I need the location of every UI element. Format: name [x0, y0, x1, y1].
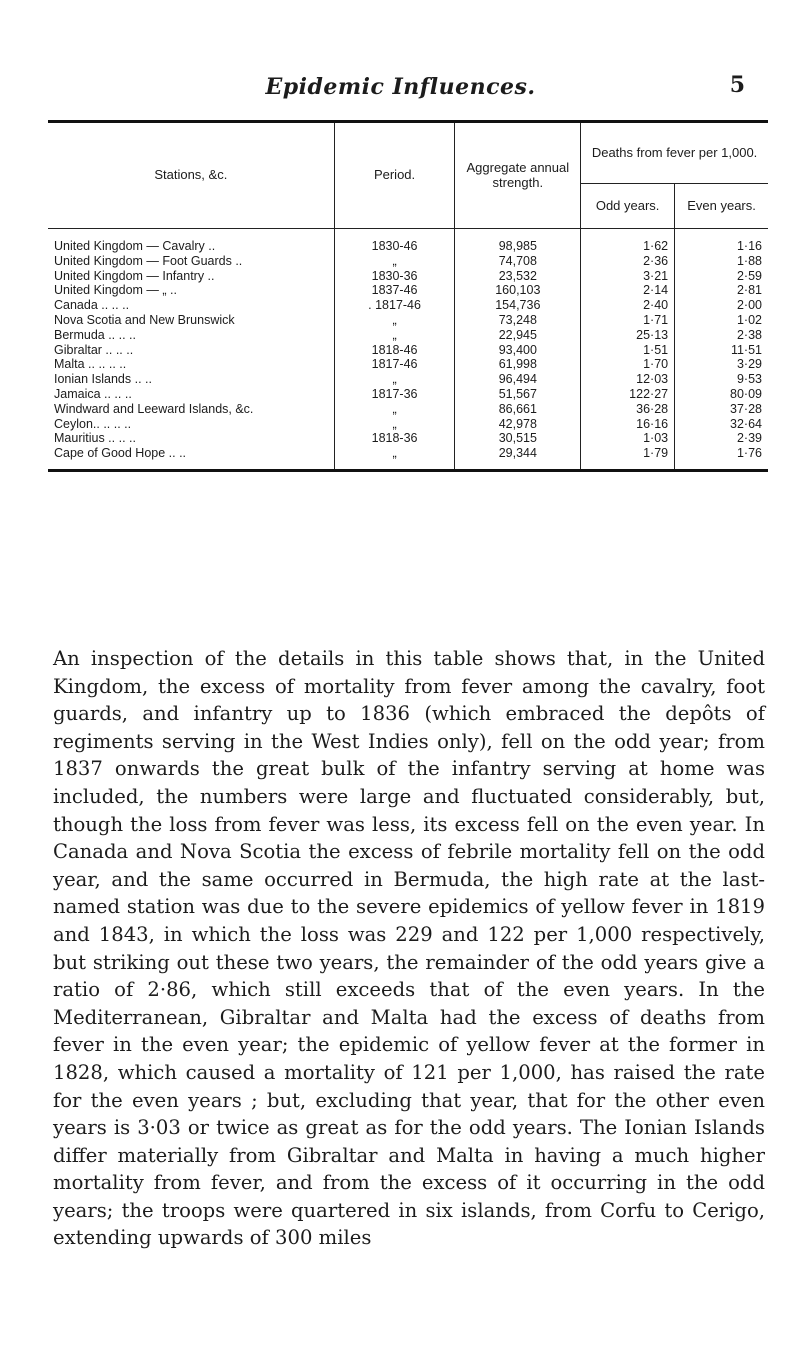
- cell-period: „: [334, 417, 455, 432]
- table-body: [48, 229, 768, 471]
- cell-odd: 1·51: [581, 343, 675, 358]
- table-row: [48, 357, 768, 372]
- cell-station: United Kingdom — Infantry ..: [54, 268, 215, 283]
- cell-odd: 1·03: [581, 431, 675, 446]
- cell-strength: 73,248: [455, 313, 581, 328]
- cell-station: Ceylon.. .. .. ..: [54, 416, 132, 431]
- cell-station: Nova Scotia and New Brunswick: [54, 312, 235, 327]
- cell-strength: 29,344: [455, 446, 581, 470]
- cell-station: Cape of Good Hope .. ..: [48, 446, 334, 470]
- cell-station: Mauritius .. .. ..: [54, 431, 136, 446]
- cell-odd: 16·16: [581, 417, 675, 432]
- cell-strength: 93,400: [455, 343, 581, 358]
- cell-period: „: [334, 372, 455, 387]
- cell-strength: 86,661: [455, 402, 581, 417]
- cell-odd: 1·71: [581, 313, 675, 328]
- cell-strength: 30,515: [455, 431, 581, 446]
- cell-period: 1817-46: [334, 357, 455, 372]
- col-header-period: Period.: [334, 122, 455, 229]
- table-row: [48, 372, 768, 387]
- cell-period: „: [334, 254, 455, 269]
- cell-station: United Kingdom — Cavalry ..: [54, 239, 216, 253]
- cell-strength: 22,945: [455, 328, 581, 343]
- cell-odd: 1·79: [581, 446, 675, 470]
- cell-station: Malta .. .. .. ..: [54, 357, 127, 372]
- body-paragraph: An inspection of the details in this table shows that, in the United Kingdom, the excess of mortality from fever among the cavalry, foot guards, and infantry up to 1836 (which embraced the depôts of regiments serving in the West Indies only), fell on the odd year; from 1837 onwards the great bulk of the infantry serving at home was included, the numbers were large and fluctuated considerably, but, though the loss from fever was less, its excess fell on the even year. In Canada and Nova Scotia the excess of febrile mortality fell on the odd year, and the same occurred in Bermuda, the high rate at the last-named station was due to the severe epidemics of yellow fever in 1819 and 1843, in which the loss was 229 and 122 per 1,000 respectively, but striking out these two years, the remainder of the odd years give a ratio of 2·86, which still exceeds that of the even years. In the Mediterranean, Gibraltar and Malta had the excess of deaths from fever in the even year; the epidemic of yellow fever at the former in 1828, which caused a mortality of 121 per 1,000, has raised the rate for the even years ; but, excluding that year, that for the other even years is 3·03 or twice as great as for the odd years. The Ionian Islands differ materially from Gibraltar and Malta in having a much higher mortality from fever, and from the excess of it occurring in the odd years; the troops were quartered in six islands, from Corfu to Cerigo, extending upwards of 300 miles: [53, 647, 765, 1250]
- cell-odd: 36·28: [581, 402, 675, 417]
- cell-station: Ionian Islands .. ..: [54, 372, 152, 387]
- cell-even: 2·00: [675, 298, 768, 313]
- cell-odd: 2·36: [581, 254, 675, 269]
- fever-deaths-table: [48, 120, 768, 472]
- cell-station: Windward and Leeward Islands, &c.: [54, 401, 254, 416]
- cell-even: 37·28: [675, 402, 768, 417]
- cell-strength: 42,978: [455, 417, 581, 432]
- cell-even: 9·53: [675, 372, 768, 387]
- table-row: [48, 283, 768, 298]
- cell-period: 1837-46: [334, 283, 455, 298]
- cell-odd: 1·62: [581, 229, 675, 254]
- cell-even: 80·09: [675, 387, 768, 402]
- cell-period: 1830-46: [334, 229, 455, 254]
- cell-even: 1·02: [675, 313, 768, 328]
- table-row: [48, 402, 768, 417]
- cell-odd: 3·21: [581, 269, 675, 284]
- col-header-odd-years: Odd years.: [581, 184, 675, 229]
- cell-strength: 98,985: [455, 229, 581, 254]
- table-row: [48, 343, 768, 358]
- cell-strength: 51,567: [455, 387, 581, 402]
- table-row: [48, 431, 768, 446]
- table-row: [48, 387, 768, 402]
- table-row: [48, 298, 768, 313]
- col-header-deaths-group: Deaths from fever per 1,000.: [581, 122, 768, 184]
- col-header-even-years: Even years.: [675, 184, 768, 229]
- table-row: [48, 269, 768, 284]
- running-head-title: Epidemic Influences.: [265, 74, 536, 100]
- cell-strength: 74,708: [455, 254, 581, 269]
- table-row: [48, 417, 768, 432]
- cell-strength: 154,736: [455, 298, 581, 313]
- cell-odd: 2·14: [581, 283, 675, 298]
- col-header-station: Stations, &c.: [48, 122, 334, 229]
- col-header-strength: Aggregate annual strength.: [455, 122, 581, 229]
- cell-station: United Kingdom — „ ..: [54, 283, 177, 298]
- cell-station: Canada .. .. ..: [54, 298, 130, 313]
- cell-even: 32·64: [675, 417, 768, 432]
- cell-even: 2·81: [675, 283, 768, 298]
- cell-period: . 1817-46: [334, 298, 455, 313]
- cell-period: „: [334, 446, 455, 470]
- cell-station: Gibraltar .. .. ..: [54, 342, 134, 357]
- cell-odd: 12·03: [581, 372, 675, 387]
- table-row: [48, 229, 768, 254]
- cell-even: 2·39: [675, 431, 768, 446]
- table-row: [48, 254, 768, 269]
- cell-strength: 160,103: [455, 283, 581, 298]
- cell-odd: 122·27: [581, 387, 675, 402]
- cell-even: 2·59: [675, 269, 768, 284]
- cell-even: 2·38: [675, 328, 768, 343]
- cell-period: „: [334, 328, 455, 343]
- cell-even: 1·16: [675, 229, 768, 254]
- cell-odd: 25·13: [581, 328, 675, 343]
- cell-strength: 96,494: [455, 372, 581, 387]
- table-row: [48, 313, 768, 328]
- cell-even: 1·76: [675, 446, 768, 470]
- cell-period: 1830-36: [334, 269, 455, 284]
- cell-odd: 1·70: [581, 357, 675, 372]
- cell-period: 1818-46: [334, 343, 455, 358]
- cell-station: Jamaica .. .. ..: [54, 386, 132, 401]
- cell-station: United Kingdom — Foot Guards ..: [54, 253, 243, 268]
- page-number: 5: [729, 72, 745, 98]
- cell-strength: 61,998: [455, 357, 581, 372]
- table-row: [48, 328, 768, 343]
- cell-period: 1817-36: [334, 387, 455, 402]
- cell-period: „: [334, 313, 455, 328]
- cell-strength: 23,532: [455, 269, 581, 284]
- cell-station: Bermuda .. .. ..: [54, 327, 136, 342]
- cell-even: 3·29: [675, 357, 768, 372]
- cell-period: 1818-36: [334, 431, 455, 446]
- table-row: [48, 446, 768, 470]
- cell-odd: 2·40: [581, 298, 675, 313]
- cell-even: 11·51: [675, 343, 768, 358]
- cell-even: 1·88: [675, 254, 768, 269]
- cell-period: „: [334, 402, 455, 417]
